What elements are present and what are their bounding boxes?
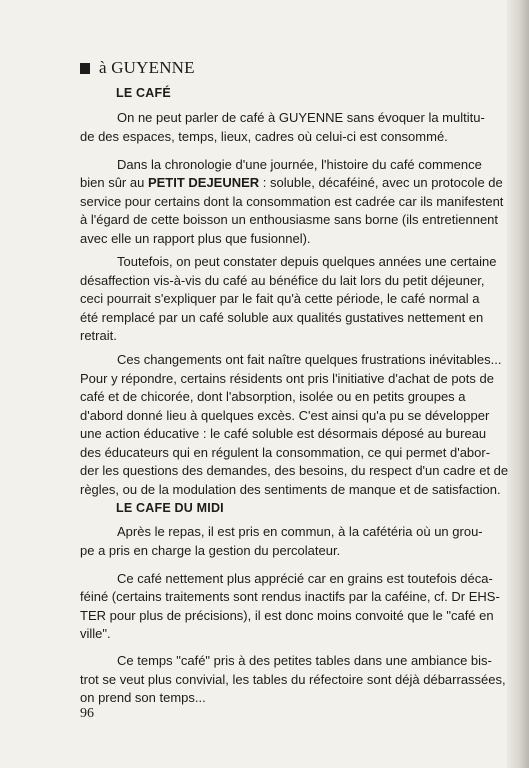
text-line: ceci pourrait s'expliquer par le fait qu'à cette période, le café normal a [80,291,480,306]
text-line: été remplacé par un café soluble aux qualités gustatives nettement en [80,310,484,325]
text-line: café et de chicorée, dont l'absorption, isolée ou en petits groupes a [80,389,466,404]
text-line: des éducateurs qui en régulent la consommation, ce qui permet d'abor- [80,445,491,460]
text-line: d'abord donné lieu à quelques excès. C'est ainsi qu'a pu se développer [80,408,490,423]
section-title-text: à GUYENNE [99,58,195,77]
text-line: pe a pris en charge la gestion du percolateur. [80,543,341,558]
text-line: der les questions des demandes, des besoins, du respect d'un cadre et de [80,463,509,478]
text-line: Pour y répondre, certains résidents ont pris l'initiative d'achat de pots de [80,371,494,386]
petit-dejeuner-bold: PETIT DEJEUNER [147,175,260,190]
text-line: une action éducative : le café soluble est désormais déposé au bureau [80,426,487,441]
text-line: bien sûr au PETIT DEJEUNER : soluble, décaféiné, avec un protocole de [80,175,503,190]
text-line: Ce café nettement plus apprécié car en grains est toutefois déca- [117,571,493,586]
text-line: On ne peut parler de café à GUYENNE sans évoquer la multitu- [117,110,485,125]
text-line: ville". [80,626,111,641]
text-line: règles, ou de la modulation des sentiments de manque et de satisfaction. [80,482,501,497]
text-line: Ce temps "café" pris à des petites tables dans une ambiance bis- [117,653,492,668]
square-bullet-icon [80,63,90,74]
text-line: TER pour plus de précisions), il est donc moins convoité que le "café en [80,608,494,623]
text-line: Toutefois, on peut constater depuis quelques années une certaine [117,254,497,269]
text-line: Après le repas, il est pris en commun, à la cafétéria où un grou- [117,524,483,539]
text-line: Ces changements ont fait naître quelques frustrations inévitables... [117,352,502,367]
text-line: à l'égard de cette boisson un enthousiasme sans borne (ils entretiennent [80,212,499,227]
text-line: on prend son temps... [80,690,206,705]
page-edge [507,0,529,768]
text-line: retrait. [80,328,117,343]
heading-le-cafe: LE CAFÉ [116,86,171,100]
section-title [80,58,195,78]
text-line: de des espaces, temps, lieux, cadres où celui-ci est consommé. [80,129,448,144]
text-line: Dans la chronologie d'une journée, l'histoire du café commence [117,157,482,172]
page-number: 96 [80,706,94,721]
text-line: trot se veut plus convivial, les tables du réfectoire sont déjà débarrassées, [80,672,506,687]
text-line: service pour certains dont la consommation est cadrée car ils manifestent [80,194,504,209]
text-line: désaffection vis-à-vis du café au bénéfice du lait lors du petit déjeuner, [80,273,485,288]
text-line: avec elle un rapport plus que fusionnel). [80,231,311,246]
text-line: féiné (certains traitements sont rendus inactifs par la caféine, cf. Dr EHS- [80,589,500,604]
heading-le-cafe-du-midi: LE CAFE DU MIDI [116,501,224,515]
